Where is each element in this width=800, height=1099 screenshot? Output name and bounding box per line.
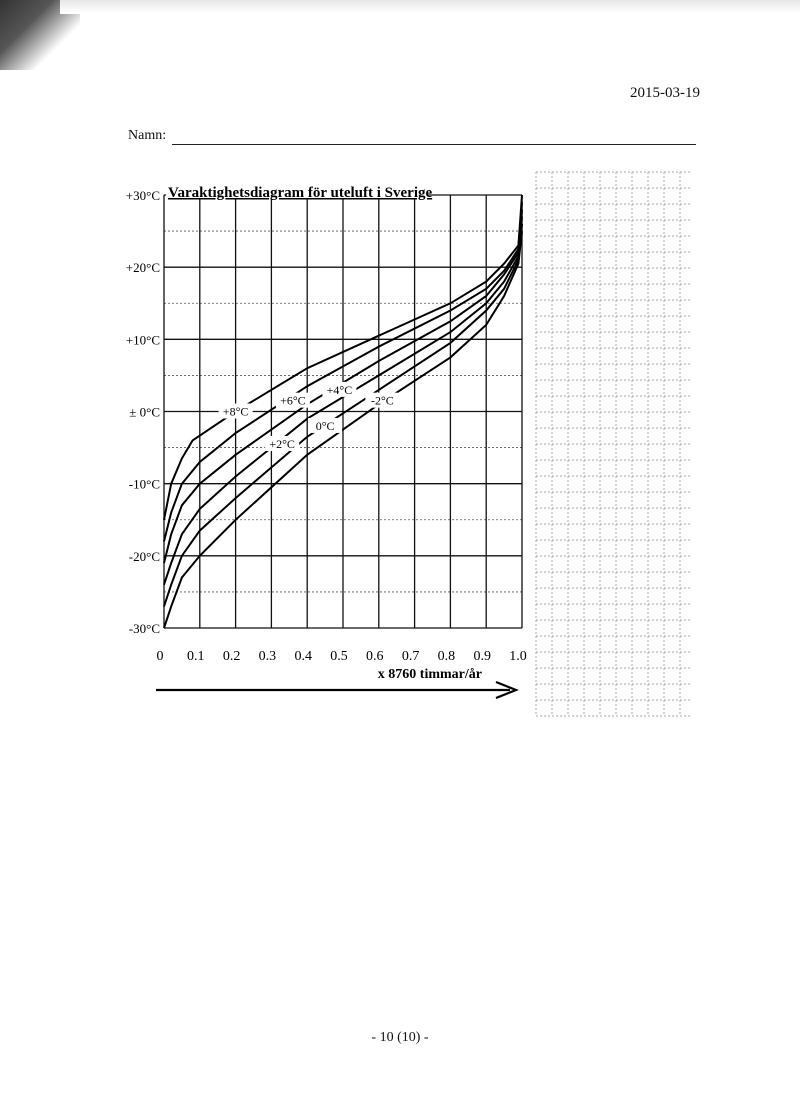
annotation-label-2: +4°C (326, 382, 353, 397)
x-tick-label: 0.1 (187, 649, 205, 664)
x-tick-label: 0.5 (330, 649, 348, 664)
x-tick-label: 0 (156, 649, 164, 664)
x-tick-label: 1.0 (509, 649, 527, 664)
x-tick-label: 0.3 (258, 649, 277, 664)
y-tick-label: +30°C (125, 188, 160, 203)
page-number: - 10 (10) - (371, 1030, 429, 1045)
annotation-label-4: 0°C (315, 418, 335, 433)
chart-title: Varaktighetsdiagram för uteluft i Sverige (168, 185, 433, 201)
x-tick-label: 0.4 (294, 649, 312, 664)
name-label: Namn: (128, 128, 167, 143)
x-tick-label: 0.8 (437, 649, 456, 664)
document-date: 2015-03-19 (630, 85, 700, 101)
y-tick-label: -20°C (128, 548, 160, 564)
annotation-label-0: +8°C (222, 404, 249, 419)
x-tick-label: 0.9 (473, 649, 491, 664)
annotation-label-1: +6°C (280, 393, 306, 408)
y-tick-label: +10°C (125, 332, 160, 348)
annotation-label-5: +2°C (269, 436, 295, 451)
x-axis-label: x 8760 timmar/år (377, 667, 482, 682)
x-tick-label: 0.6 (366, 649, 384, 664)
annotation-label-3: -2°C (370, 393, 394, 408)
y-tick-label: +20°C (125, 260, 160, 276)
x-tick-label: 0.7 (401, 649, 420, 664)
y-tick-label: ± 0°C (129, 404, 160, 420)
y-tick-label: -10°C (128, 476, 160, 492)
x-tick-label: 0.2 (222, 649, 241, 664)
y-tick-label: -30°C (128, 621, 160, 636)
